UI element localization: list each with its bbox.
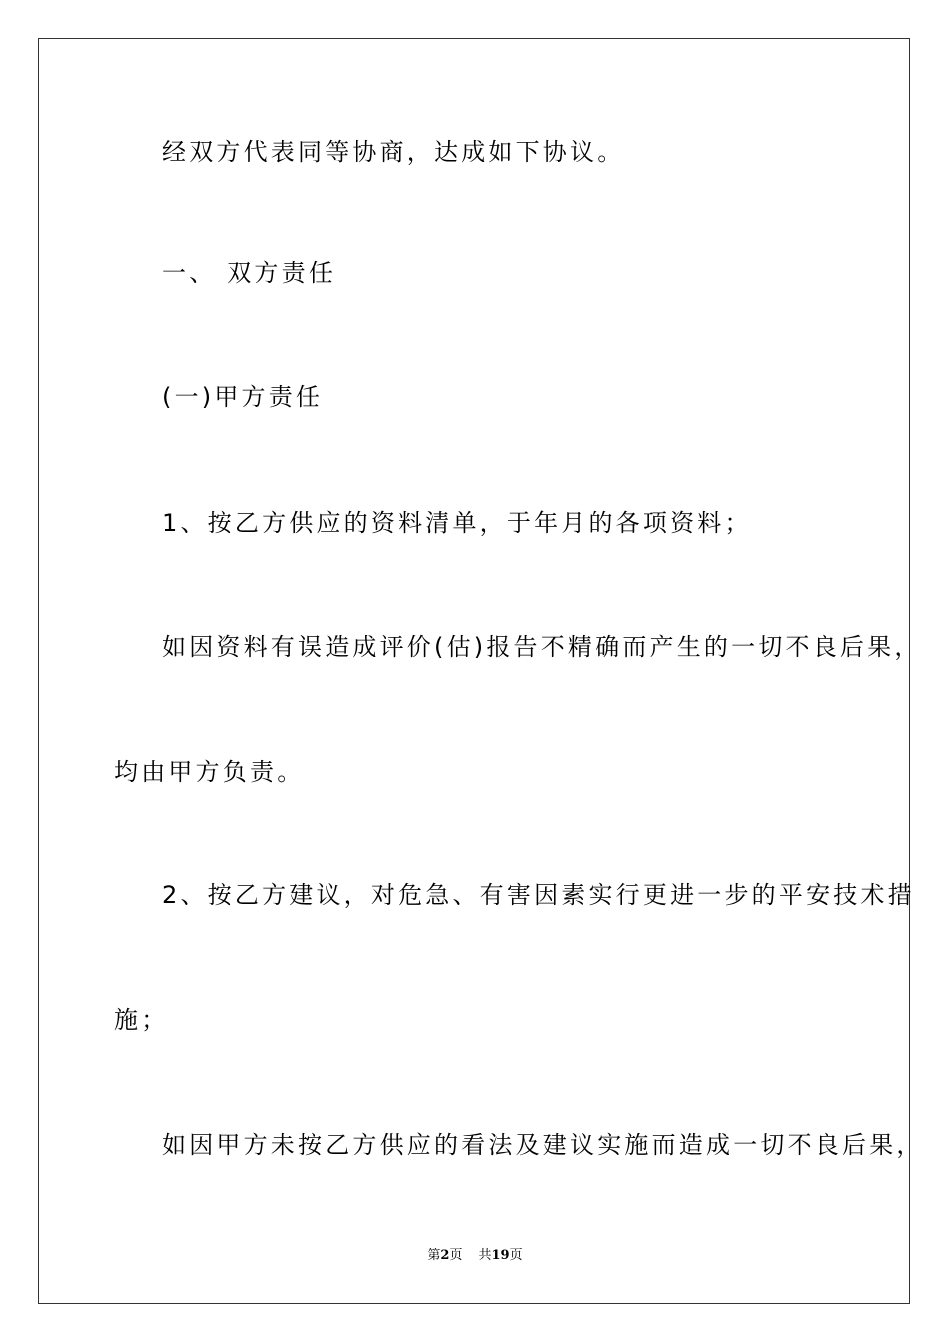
paragraph-line-8: 施； — [114, 1006, 169, 1034]
paragraph-line-5: 如因资料有误造成评价(估)报告不精确而产生的一切不良后果， — [162, 633, 922, 661]
footer-page-suffix: 页 — [449, 1248, 463, 1263]
paragraph-line-6: 均由甲方负责。 — [114, 758, 305, 786]
footer-page-number: 2 — [440, 1248, 450, 1263]
footer-total-prefix: 共 — [478, 1248, 492, 1263]
footer-page-prefix: 第 — [427, 1248, 441, 1263]
page-footer — [0, 1247, 950, 1265]
paragraph-line-7: 2、按乙方建议，对危急、有害因素实行更进一步的平安技术措 — [162, 881, 915, 909]
paragraph-line-9: 如因甲方未按乙方供应的看法及建议实施而造成一切不良后果， — [162, 1131, 924, 1159]
footer-total-suffix: 页 — [509, 1248, 523, 1263]
section-heading: 一、 双方责任 — [162, 259, 337, 287]
footer-total-pages: 19 — [491, 1248, 510, 1263]
paragraph-line-1: 经双方代表同等协商，达成如下协议。 — [162, 138, 625, 166]
page-border — [38, 38, 910, 1304]
subsection-heading: (一)甲方责任 — [162, 383, 324, 411]
paragraph-line-4: 1、按乙方供应的资料清单，于年月的各项资料； — [162, 509, 752, 537]
